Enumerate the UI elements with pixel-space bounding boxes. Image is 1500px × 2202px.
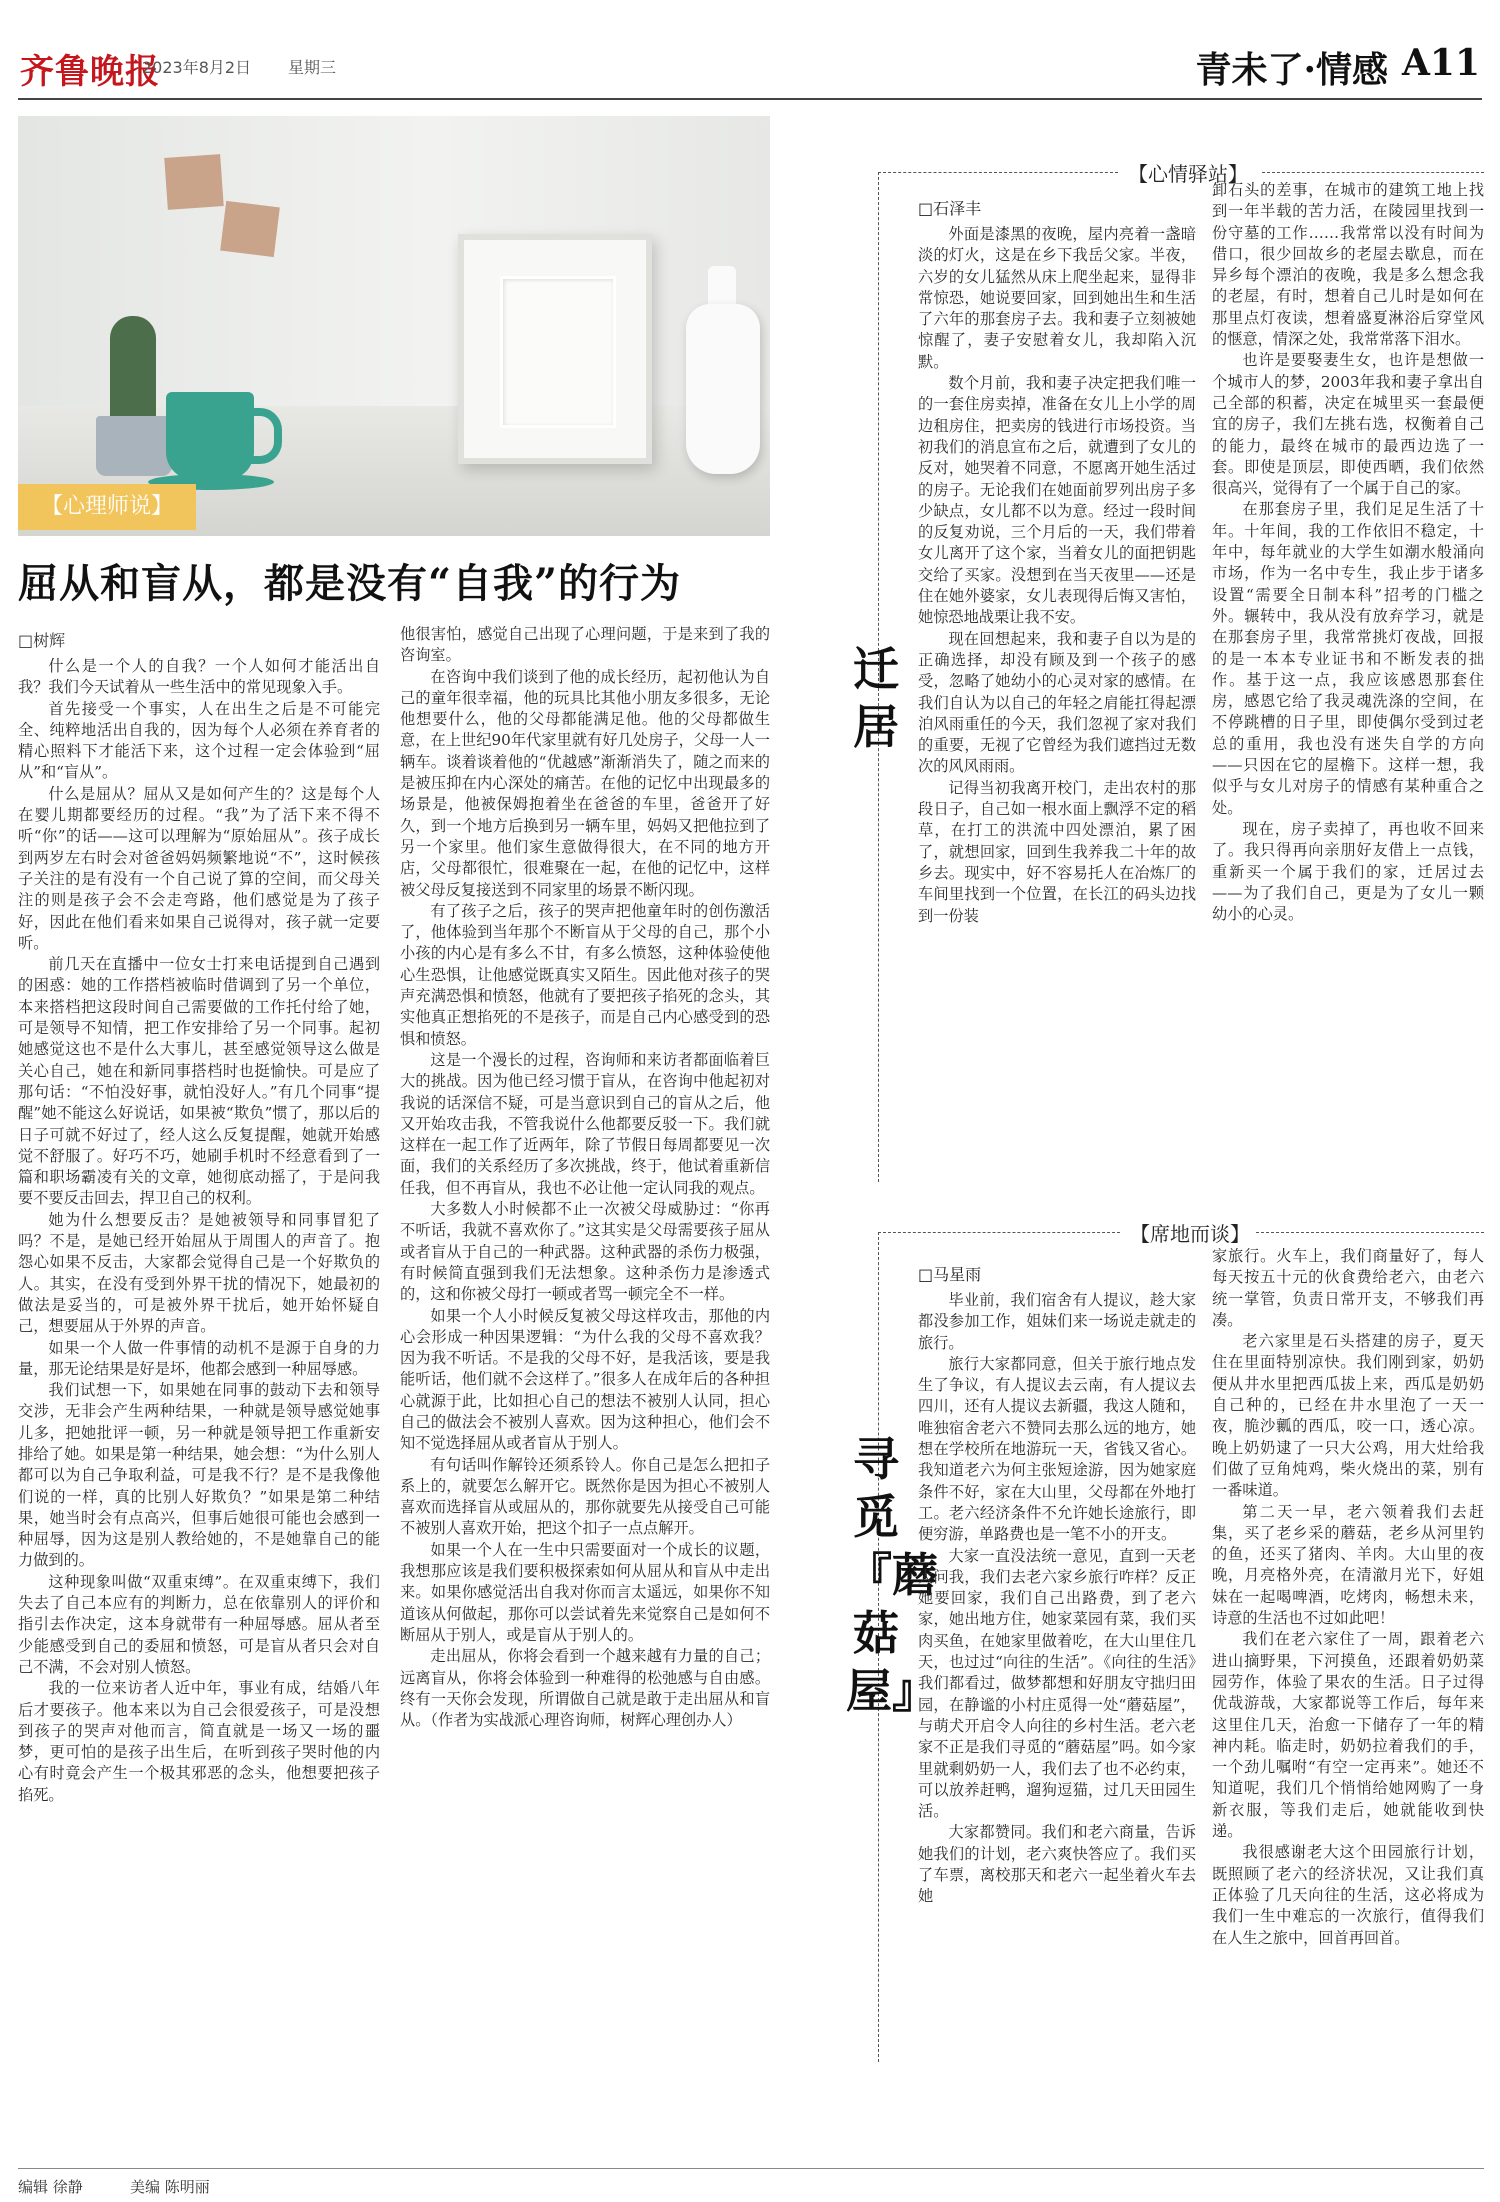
paragraph: 老六家里是石头搭建的房子，夏天住在里面特别凉快。我们刚到家，奶奶便从井水里把西瓜拔上来，西瓜是奶奶自己种的，已经在井水里泡了一天一夜，脆沙瓤的西瓜，咬一口，透心凉。晚上奶奶逮了一只大公鸡，用大灶给我们做了豆角炖鸡，柴火烧出的菜，别有一番味道。 — [1212, 1332, 1484, 1500]
paragraph: 大家都赞同。我们和老六商量，告诉她我们的计划，老六爽快答应了。我们买了车票，离校那天和老六一起坐着火车去她 — [918, 1823, 1196, 1906]
paragraph: 什么是屈从？屈从又是如何产生的？这是每个人在婴儿期都要经历的过程。“我”为了活下来不得不听“你”的话——这可以理解为“原始屈从”。孩子成长到两岁左右时会对爸爸妈妈频繁地说“不”，这时候孩子关注的是有没有一个自己说了算的空间，而父母关注的则是孩子会不会走弯路，他们感觉是为了孩子好，因此在他们看来如果自己说得对，孩子就一定要听。 — [18, 784, 380, 952]
article-title-mushroom: 寻觅『蘑菇屋』 — [846, 1432, 938, 1718]
header-rule — [18, 98, 1482, 100]
paragraph: 她为什么想要反击？是她被领导和同事冒犯了吗？不是，是她已经开始屈从于周围人的声音了。抱怨心如果不反击，大家都会觉得自己是一个好欺负的人。其实，在没有受到外界干扰的情况下，她最初的做法是妥当的，可是被外界干扰后，她开始怀疑自己，想要屈从于外界的声音。 — [18, 1210, 380, 1336]
byline-main: □树辉 — [18, 631, 66, 650]
paragraph: 他很害怕，感觉自己出现了心理问题，于是来到了我的咨询室。 — [400, 625, 770, 665]
paragraph: 也许是要娶妻生女，也许是想做一个城市人的梦，2003年我和妻子拿出自己全部的积蓄，决定在城里买一套最便宜的房子，我们左挑右选，权衡着自己的能力，最终在城市的最西边选了一套。即使是顶层，即使西晒，我们依然很高兴，觉得有了一个属于自己的家。 — [1212, 351, 1484, 498]
paragraph: 如果一个人小时候反复被父母这样攻击，那他的内心会形成一种因果逻辑：“为什么我的父母不喜欢我？因为我不听话。不是我的父母不好，是我活该，要是我能听话，他们就不会这样了。”很多人在成年后的各种担心就源于此，比如担心自己的想法不被别人认同，担心自己的做法会不被别人喜欢。因为这种担心，他们会不知不觉选择屈从或者盲从于别人。 — [400, 1306, 770, 1453]
divider — [1256, 1232, 1484, 1233]
issue-weekday: 星期三 — [288, 58, 337, 77]
paragraph: 什么是一个人的自我？一个人如何才能活出自我？我们今天试着从一些生活中的常见现象入手。 — [18, 657, 380, 697]
section-title: 青未了·情感 — [1195, 49, 1388, 91]
footer-artist: 美编 陈明丽 — [130, 2178, 210, 2196]
paragraph: 首先接受一个事实，人在出生之后是不可能完全、纯粹地活出自我的，因为每个人必须在养育者的精心照料下才能活下来，这个过程一定会体验到“屈从”和“盲从”。 — [18, 699, 380, 782]
divider — [878, 172, 1118, 173]
footer-editor: 编辑 徐静 — [18, 2178, 83, 2196]
paragraph: 有句话叫作解铃还须系铃人。你自己是怎么把扣子系上的，就要怎么解开它。既然你是因为担心不被别人喜欢而选择盲从或屈从的，那你就要先从接受自己可能不被别人喜欢开始，把这个扣子一点点解开。 — [400, 1455, 770, 1538]
paragraph: 第二天一早，老六领着我们去赶集，买了老乡采的蘑菇，老乡从河里钓的鱼，还买了猪肉、羊肉。大山里的夜晚，月亮格外亮，在清澈月光下，好姐妹在一起喝啤酒，吃烤肉，畅想未来，诗意的生活也不过如此吧！ — [1212, 1502, 1484, 1628]
paragraph: 外面是漆黑的夜晚，屋内亮着一盏暗淡的灯火，这是在乡下我岳父家。半夜，六岁的女儿猛然从床上爬坐起来，显得非常惊恐，她说要回家，回到她出生和生活了六年的那套房子去。我和妻子立刻被她惊醒了，妻子安慰着女儿，我却陷入沉默。 — [918, 225, 1196, 371]
column-tag-seat: 【席地而谈】 — [1130, 1222, 1250, 1246]
paragraph: 我们试想一下，如果她在同事的鼓动下去和领导交涉，无非会产生两种结果，一种就是领导感觉她事儿多，把她批评一顿，另一种就是领导把工作重新安排给了她。如果是第一种结果，她会想：“为什么别人都可以为自己争取利益，可是我不行？是不是我像他们说的一样，真的比别人好欺负？”如果是第二种结果，她当时会有点高兴，但事后她很可能也会感到一种屈辱，因为这是别人教给她的，不是她靠自己的能力做到的。 — [18, 1381, 380, 1570]
paragraph: 我很感谢老大这个田园旅行计划，既照顾了老六的经济状况，又让我们真正体验了几天向往的生活，这必将成为我们一生中难忘的一次旅行，值得我们在人生之旅中，回首再回首。 — [1212, 1843, 1484, 1947]
move-article-col2 — [1212, 180, 1484, 1174]
main-article-col1 — [18, 656, 380, 2058]
paragraph: 卸石头的差事，在城市的建筑工地上找到一年半载的苦力活，在陵园里找到一份守墓的工作……我常常以没有时间为借口，很少回故乡的老屋去歇息，而在异乡每个漂泊的夜晚，我是多么想念我的老屋，有时，想着自己儿时是如何在那里点灯夜读，想着盛夏淋浴后穿堂风的惬意，情深之处，我常常落下泪水。 — [1212, 181, 1484, 349]
paragraph: 毕业前，我们宿舍有人提议，趁大家都没参加工作，姐妹们来一场说走就走的旅行。 — [918, 1291, 1196, 1352]
move-article-col1 — [918, 224, 1196, 1174]
paragraph: 我们在老六家住了一周，跟着老六进山摘野果，下河摸鱼，还跟着奶奶菜园劳作，体验了果农的生活。日子过得优哉游哉，大家都说等工作后，每年来这里住几天，治愈一下储存了一年的精神内耗。临走时，奶奶拉着我们的手，一个劲儿嘱咐“有空一定再来”。她还不知道呢，我们几个悄悄给她网购了一身新衣服，等我们走后，她就能收到快递。 — [1212, 1630, 1484, 1841]
page-number: A11 — [1401, 42, 1480, 84]
sticky-note-icon — [220, 201, 280, 257]
mushroom-article-col2 — [1212, 1246, 1484, 2062]
paragraph: 如果一个人做一件事情的动机不是源于自身的力量，那无论结果是好是坏，他都会感到一种屈辱感。 — [18, 1338, 380, 1378]
paragraph: 旅行大家都同意，但关于旅行地点发生了争议，有人提议去云南，有人提议去四川，还有人提议去新疆，我这人随和，唯独宿舍老六不赞同去那么远的地方，她想在学校所在地游玩一天，省钱又省心。我知道老六为何主张短途游，因为她家庭条件不好，家在大山里，父母都在外地打工。老六经济条件不允许她长途旅行，即便穷游，单路费也是一笔不小的开支。 — [918, 1354, 1196, 1544]
paragraph: 大家一直没法统一意见，直到一天老大问我，我们去老六家乡旅行咋样？反正她要回家，我们自己出路费，到了老六家，她出地方住，她家菜园有菜，我们买肉买鱼，在她家里做着吃，在大山里住几天，也过过“向往的生活”。《向往的生活》我们都看过，做梦都想和好朋友守拙归田园，在静谧的小村庄觅得一处“蘑菇屋”，与萌犬开启令人向往的乡村生活。老六老家不正是我们寻觅的“蘑菇屋”吗。如今家里就剩奶奶一人，我们去了也不必约束，可以放养赶鸭，遛狗逗猫，过几天田园生活。 — [918, 1546, 1196, 1821]
article-title-move: 迁居 — [853, 642, 899, 754]
divider — [1262, 172, 1484, 173]
issue-date: 2023年8月2日 — [142, 58, 252, 77]
plant-pot-icon — [96, 416, 172, 476]
main-headline: 屈从和盲从，都是没有“自我”的行为 — [18, 560, 682, 607]
paragraph: 大多数人小时候都不止一次被父母威胁过：“你再不听话，我就不喜欢你了。”这其实是父母需要孩子屈从或者盲从于自己的一种武器。这种武器的杀伤力极强，有时候简直强到我们无法想象。这种杀伤力是渗透式的，这和你被父母打一顿或者骂一顿完全不一样。 — [400, 1200, 770, 1304]
paragraph: 这种现象叫做“双重束缚”。在双重束缚下，我们失去了自己本应有的判断力，总在依靠别人的评价和指引去作决定，这本身就带有一种屈辱感。屈从者至少能感受到自己的委屈和愤怒，可是盲从者只会对自己不满，不会对别人愤怒。 — [18, 1572, 380, 1676]
paragraph: 走出屈从，你将会看到一个越来越有力量的自己；远离盲从，你将会体验到一种难得的松弛感与自由感。终有一天你会发现，所谓做自己就是敢于走出屈从和盲从。（作者为实战派心理咨询师，树辉心理创办人） — [400, 1647, 770, 1730]
paragraph: 如果一个人在一生中只需要面对一个成长的议题，我想那应该是我们要积极探索如何从屈从和盲从中走出来。如果你感觉活出自我对你而言太遥远，如果你不知道该从何做起，那你可以尝试着先来觉察自己是如何不断屈从于别人，或是盲从于别人的。 — [400, 1540, 770, 1644]
paragraph: 记得当初我离开校门，走出农村的那段日子，自己如一根水面上飘浮不定的稻草，在打工的洪流中四处漂泊，累了困了，就想回家，回到生我养我二十年的故乡去。现实中，好不容易托人在冶炼厂的车间里找到一个位置，在长江的码头边找到一份装 — [918, 778, 1196, 925]
sticky-note-icon — [164, 154, 223, 210]
paragraph: 在那套房子里，我们足足生活了十年。十年间，我的工作依旧不稳定，十年中，每年就业的大学生如潮水般涌向市场，作为一名中专生，我止步于诸多设置“需要全日制本科”招考的门槛之外。辗转中，我从没有放弃学习，就是在那套房子里，我常常挑灯夜战，回报的是一本本专业证书和不断发表的拙作。基于这一点，我应该感恩那套住房，感恩它给了我灵魂洗涤的空间，在不停跳槽的日子里，即使偶尔受到过老总的重用，我也没有迷失自学的方向——只因在它的屋檐下。这样一想，我似乎与女儿对房子的情感有某种重合之处。 — [1212, 500, 1484, 817]
paragraph: 现在回想起来，我和妻子自以为是的正确选择，却没有顾及到一个孩子的感受，忽略了她幼小的心灵对家的感情。在我们自认为以自己的年轻之肩能扛得起漂泊风雨重任的今天，我们忽视了家对我们的重要，无视了它曾经为我们遮挡过无数次的风风雨雨。 — [918, 629, 1196, 776]
main-article-col2 — [400, 624, 770, 2058]
paragraph: 我的一位来访者人近中年，事业有成，结婚八年后才要孩子。他本来以为自己会很爱孩子，可是没想到孩子的哭声对他而言，简直就是一场又一场的噩梦，更可怕的是孩子出生后，在听到孩子哭时他的内心有时竟会产生一个极其邪恶的念头，他想要把孩子掐死。 — [18, 1679, 380, 1804]
vase-icon — [686, 304, 760, 474]
divider — [878, 1232, 1120, 1233]
column-tag-psych: 【心理师说】 — [18, 484, 196, 530]
paragraph: 这是一个漫长的过程，咨询师和来访者都面临着巨大的挑战。因为他已经习惯于盲从，在咨询中他起初对我说的话深信不疑，可是当意识到自己的盲从之后，他又开始攻击我，不管我说什么他都要反驳一下。我们就这样在一起工作了近两年，除了节假日每周都要见一次面，我们的关系经历了多次挑战，终于，他试着重新信任我，但不再盲从，我也不必让他一定认同我的观点。 — [400, 1050, 770, 1197]
paragraph: 前几天在直播中一位女士打来电话提到自己遇到的困惑：她的工作搭档被临时借调到了另一个单位，本来搭档把这段时间自己需要做的工作托付给了她，可是领导不知情，把工作安排给了另一个同事。起初她感觉这也不是什么大事儿，甚至感觉领导这么做是关心自己，她在和新同事搭档时也挺愉快。可是应了那句话：“不怕没好事，就怕没好人。”有几个同事“提醒”她不能这么好说话，如果被“欺负”惯了，那以后的日子可就不好过了，经人这么反复提醒，她就开始感觉不舒服了。好巧不巧，她刷手机时不经意看到了一篇和职场霸凌有关的文章，她彻底动摇了，于是问我要不要反击回去，捍卫自己的权利。 — [18, 955, 380, 1208]
footer-rule — [18, 2168, 1484, 2169]
cup-icon — [166, 392, 254, 480]
masthead-logo: 齐鲁晚报 — [20, 52, 160, 92]
paragraph: 家旅行。火车上，我们商量好了，每人每天按五十元的伙食费给老六，由老六统一掌管，负责日常开支，不够我们再凑。 — [1212, 1247, 1484, 1329]
paragraph: 有了孩子之后，孩子的哭声把他童年时的创伤激活了，他体验到当年那个不断盲从于父母的自己，那个小小孩的内心是有多么不甘，有多么愤怒，这种体验使他心生恐惧，让他感觉既真实又陌生。因此他对孩子的哭声充满恐惧和愤怒，他就有了要把孩子掐死的念头，其实他真正想掐死的不是孩子，而是自己内心感受到的恐惧和愤怒。 — [400, 901, 770, 1048]
paragraph: 现在，房子卖掉了，再也收不回来了。我只得再向亲朋好友借上一点钱，重新买一个属于我们的家，迁居过去——为了我们自己，更是为了女儿一颗幼小的心灵。 — [1212, 819, 1484, 924]
article-photo — [18, 116, 770, 536]
mushroom-article-col1 — [918, 1290, 1196, 2062]
byline-mushroom: □马星雨 — [918, 1265, 982, 1284]
paragraph: 在咨询中我们谈到了他的成长经历，起初他认为自己的童年很幸福，他的玩具比其他小朋友多很多，无论他想要什么，他的父母都能满足他。他的父母都做生意，在上世纪90年代家里就有好几处房子，父母一人一辆车。谈着谈着他的“优越感”渐渐消失了，随之而来的是被压抑在内心深处的痛苦。在他的记忆中出现最多的场景是，他被保姆抱着坐在爸爸的车里，爸爸开了好久，到一个地方后换到另一辆车里，妈妈又把他拉到了另一个家里。他们家生意做得很大，在不同的地方开店，父母都很忙，很难聚在一起，在他的记忆中，这样被父母反复接送到不同家里的场景不断闪现。 — [400, 667, 770, 899]
column-tag-mood: 【心情驿站】 — [1128, 162, 1248, 186]
paragraph: 数个月前，我和妻子决定把我们唯一的一套住房卖掉，准备在女儿上小学的周边租房住，把卖房的钱进行市场投资。当初我们的消息宣布之后，就遭到了女儿的反对，她哭着不同意，不愿离开她生活过的房子。无论我们在她面前罗列出房子多少缺点，女儿都不以为意。经过一段时间的反复劝说，三个月后的一天，我们带着女儿离开了这个家，当着女儿的面把钥匙交给了买家。没想到在当天夜里——还是住在她外婆家，女儿表现得后悔又害怕，她惊恐地战栗让我不安。 — [918, 374, 1196, 627]
byline-move: □石泽丰 — [918, 199, 982, 218]
picture-frame-icon — [458, 234, 652, 464]
